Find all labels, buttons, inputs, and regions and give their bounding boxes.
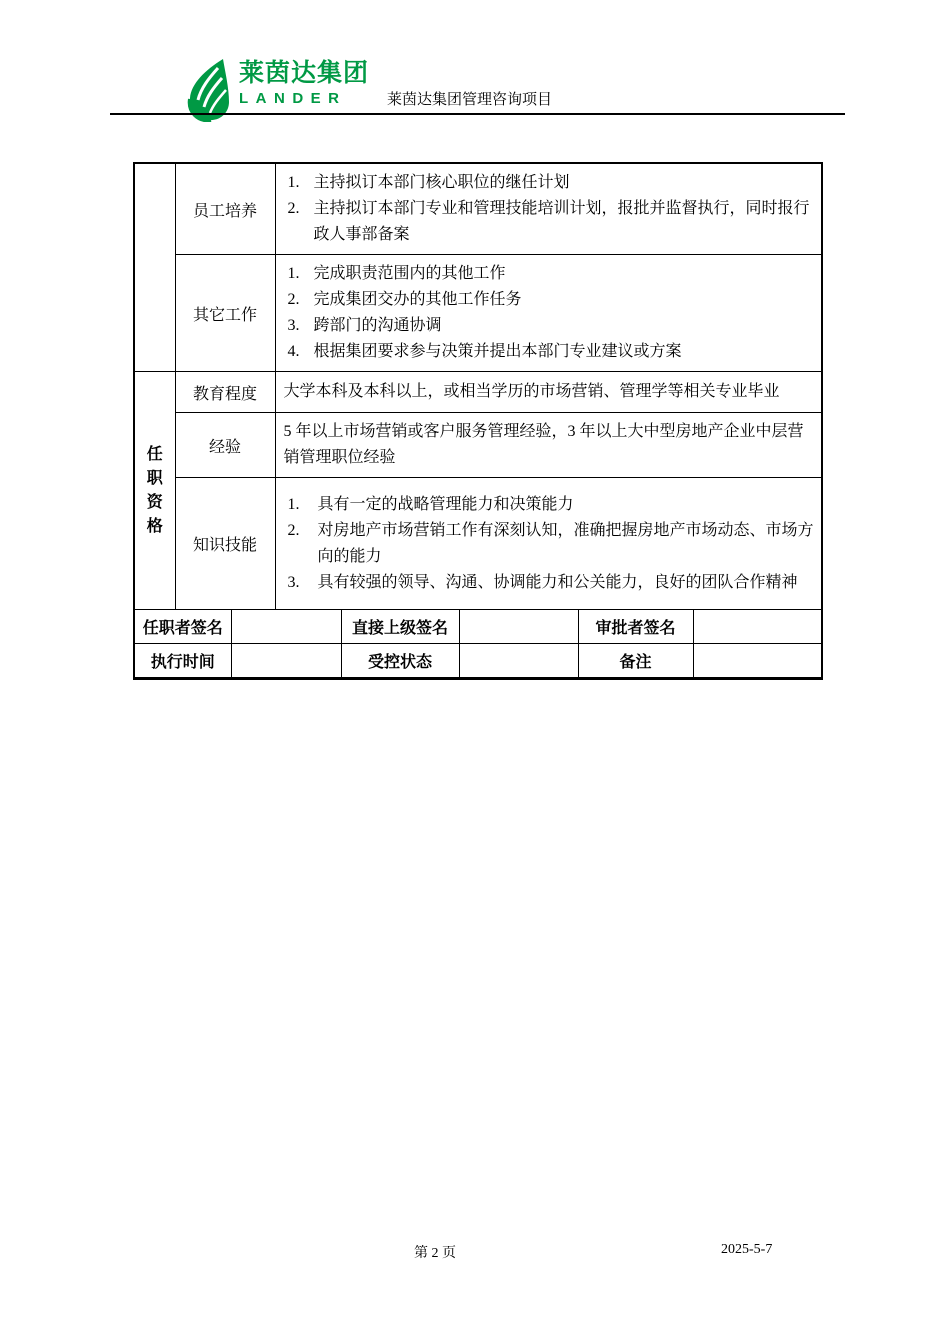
row-label-training: 员工培养 — [175, 164, 275, 255]
list-item-number: 1. — [287, 265, 300, 282]
table-row — [135, 610, 821, 644]
job-description-table — [133, 162, 823, 680]
signature-table — [135, 610, 821, 677]
supervisor-signature-field[interactable] — [459, 610, 578, 644]
training-content-cell — [275, 164, 821, 255]
table-row — [135, 478, 821, 610]
list-item-number: 1. — [287, 495, 300, 513]
holder-signature-label: 任职者签名 — [135, 610, 231, 644]
experience-content-cell: 5 年以上市场营销或客户服务管理经验，3 年以上大中型房地产企业中层营销管理职位经验 — [275, 413, 821, 478]
approver-signature-label: 审批者签名 — [578, 610, 693, 644]
list-item — [288, 339, 816, 365]
header-logo — [183, 58, 369, 127]
remark-label: 备注 — [578, 644, 693, 678]
footer-date: 2025-5-7 — [721, 1242, 773, 1257]
list-item-text: 主持拟订本部门核心职位的继任计划 — [313, 174, 570, 191]
list-item-number: 2. — [287, 291, 300, 308]
list-item — [288, 261, 816, 287]
brand-name-cn: 莱茵达集团 — [239, 59, 370, 87]
header-rule — [110, 113, 845, 115]
list-item-number: 1. — [287, 174, 300, 191]
lander-leaf-logo-icon — [183, 58, 233, 127]
footer-page-number: 第 2 页 — [414, 1246, 456, 1261]
table-row — [135, 413, 821, 478]
table-row — [135, 644, 821, 678]
section-cell-blank — [135, 164, 175, 372]
list-item — [288, 170, 816, 196]
table-row — [135, 372, 821, 413]
list-item — [288, 313, 816, 339]
list-item — [288, 518, 816, 570]
other-work-content-cell — [275, 255, 821, 372]
list-item-text: 对房地产市场营销工作有深刻认知，准确把握房地产市场动态、市场方向的能力 — [317, 521, 814, 565]
list-item — [288, 196, 816, 248]
remark-field[interactable] — [693, 644, 821, 678]
list-item-text: 主持拟订本部门专业和管理技能培训计划，报批并监督执行，同时报行政人事部备案 — [313, 200, 810, 243]
education-content-cell: 大学本科及本科以上，或相当学历的市场营销、管理学等相关专业毕业 — [275, 372, 821, 413]
holder-signature-field[interactable] — [231, 610, 341, 644]
table-row — [135, 255, 821, 372]
list-item-number: 2. — [287, 200, 300, 217]
list-item-text: 根据集团要求参与决策并提出本部门专业建议或方案 — [313, 343, 682, 360]
control-status-field[interactable] — [459, 644, 578, 678]
exec-time-label: 执行时间 — [135, 644, 231, 678]
list-item-number: 3. — [287, 573, 300, 591]
row-label-education: 教育程度 — [175, 372, 275, 413]
brand-name-en: LANDER — [239, 90, 347, 107]
main-table — [135, 164, 821, 610]
list-item-number: 2. — [287, 521, 300, 539]
row-label-experience: 经验 — [175, 413, 275, 478]
table-row — [135, 164, 821, 255]
approver-signature-field[interactable] — [693, 610, 821, 644]
list-item — [288, 492, 816, 518]
list-item-text: 具有一定的战略管理能力和决策能力 — [317, 495, 574, 513]
supervisor-signature-label: 直接上级签名 — [341, 610, 459, 644]
row-label-other-work: 其它工作 — [175, 255, 275, 372]
skills-content-cell — [275, 478, 821, 610]
control-status-label: 受控状态 — [341, 644, 459, 678]
header-project-title: 莱茵达集团管理咨询项目 — [387, 92, 553, 108]
row-label-skills: 知识技能 — [175, 478, 275, 610]
list-item — [288, 570, 816, 596]
list-item-number: 3. — [287, 317, 300, 334]
list-item-text: 完成职责范围内的其他工作 — [313, 265, 506, 282]
list-item-number: 4. — [287, 343, 300, 360]
section-cell-qualification: 任职资格 — [135, 372, 175, 610]
list-item-text: 跨部门的沟通协调 — [313, 317, 442, 334]
list-item-text: 具有较强的领导、沟通、协调能力和公关能力，良好的团队合作精神 — [317, 573, 798, 591]
exec-time-field[interactable] — [231, 644, 341, 678]
list-item-text: 完成集团交办的其他工作任务 — [313, 291, 522, 308]
list-item — [288, 287, 816, 313]
